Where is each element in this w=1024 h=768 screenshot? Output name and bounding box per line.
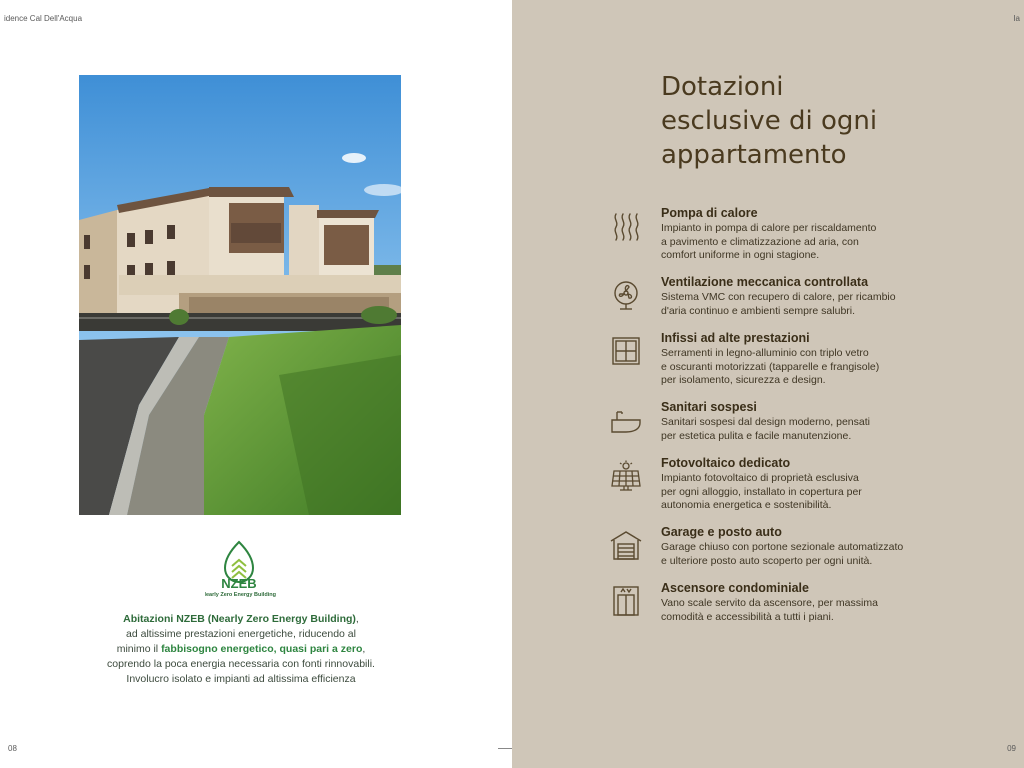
nzeb-heading: Abitazioni NZEB (Nearly Zero Energy Building) [123, 613, 356, 625]
page-number-left: 08 [8, 744, 17, 753]
window-icon [610, 335, 642, 367]
feature-desc: Garage chiuso con portone sezionale automatizzato e ulteriore posto auto scoperto per ogni unità. [661, 541, 904, 567]
feature-desc: Vano scale servito da ascensore, per massima comodità e accessibilità a tutti i piani. [661, 597, 878, 623]
feature-title: Fotovoltaico dedicato [661, 456, 791, 470]
feature-title: Pompa di calore [661, 206, 758, 220]
solar-panel-icon [610, 460, 642, 492]
feature-desc: Sanitari sospesi dal design moderno, pensati per estetica pulita e facile manutenzione. [661, 416, 870, 442]
feature-desc: Impianto fotovoltaico di proprietà esclusiva per ogni alloggio, installato in copertura per autonomia energetica e sostenibilità. [661, 472, 862, 511]
feature-title: Sanitari sospesi [661, 400, 757, 414]
feature-desc: Sistema VMC con recupero di calore, per ricambio d'aria continuo e ambienti sempre salubri. [661, 291, 896, 317]
running-header-right: Ia [1013, 14, 1020, 23]
nzeb-line-5: Involucro isolato e impianti ad altissima efficienza [126, 673, 356, 685]
page-number-right: 09 [1007, 744, 1016, 753]
feature-title: Garage e posto auto [661, 525, 782, 539]
heat-waves-icon [610, 210, 642, 242]
feature-title: Infissi ad alte prestazioni [661, 331, 810, 345]
washbasin-icon [610, 404, 642, 436]
nzeb-line-2: ad altissime prestazioni energetiche, riducendo al [126, 628, 356, 640]
fan-icon [610, 279, 642, 311]
nzeb-line-1: Abitazioni NZEB (Nearly Zero Energy Building), [123, 613, 359, 625]
nzeb-description [80, 612, 402, 687]
running-header-left: idence Cal Dell'Acqua [4, 14, 83, 23]
nzeb-line-4: coprendo la poca energia necessaria con fonti rinnovabili. [107, 658, 375, 670]
nzeb-line-3: minimo il fabbisogno energetico, quasi pari a zero, [116, 643, 366, 655]
logo-text: NZEB [221, 576, 257, 591]
building-rendering-photo [79, 75, 401, 515]
elevator-icon [610, 585, 642, 617]
nzeb-logo [205, 538, 281, 598]
feature-title: Ascensore condominiale [661, 581, 809, 595]
feature-desc: Serramenti in legno-alluminio con triplo vetro e oscuranti motorizzati (tapparelle e frangisole) per isolamento, sicurezza e design. [661, 347, 880, 386]
page-title: Dotazioni esclusive di ogni appartamento [661, 72, 878, 170]
feature-desc: Impianto in pompa di calore per riscaldamento a pavimento e climatizzazione ad aria, con comfort uniforme in ogni stagione. [661, 222, 877, 261]
nzeb-highlight: fabbisogno energetico, quasi pari a zero [161, 643, 363, 655]
feature-title: Ventilazione meccanica controllata [661, 275, 869, 289]
garage-icon [610, 529, 642, 561]
logo-subtitle: Nearly Zero Energy Building [205, 592, 276, 598]
